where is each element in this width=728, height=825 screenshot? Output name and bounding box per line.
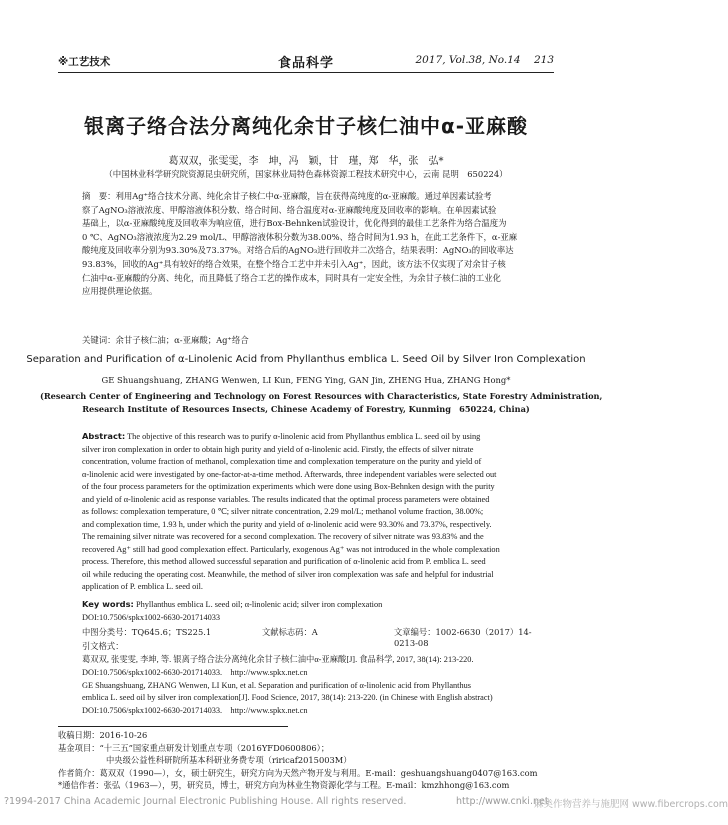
abstract-cn-line: 93.83%，回收的Ag⁺具有较好的络合效果，在整个络合工艺中并未引入Ag⁺，因此，该方法不仅实现了对余甘子核 xyxy=(82,258,506,269)
page-number: 213 xyxy=(533,54,554,66)
abstract-en-line: and complexation time, 1.93 h, under which the purity and yield of α-linolenic acid were 93.30% and 73.37%, respectively. xyxy=(82,519,492,529)
abstract-en-line: α-linolenic acid were investigated by one-factor-at-a-time method. Afterwards, three independent variables were selected out xyxy=(82,469,497,479)
keywords-en-text: Phyllanthus emblica L. seed oil; α-linolenic acid; silver iron complexation xyxy=(135,600,383,609)
footnote-rule xyxy=(58,726,288,727)
citation-line: 葛双双, 张雯雯, 李坤, 等. 银离子络合法分离纯化余甘子核仁油中α-亚麻酸[J]. 食品科学, 2017, 38(14): 213-220. xyxy=(82,655,474,664)
authors-cn: 葛双双，张雯雯，李 坤，冯 颖，甘 瑾，郑 华，张 弘* xyxy=(168,156,444,167)
affiliation-cn: （中国林业科学研究院资源昆虫研究所，国家林业局特色森林资源工程技术研究中心，云南 昆明 650224） xyxy=(104,169,508,179)
citation-line: emblica L. seed oil by silver iron complexation[J]. Food Science, 2017, 38(14): 213-220. (in Chinese with English abstract) xyxy=(82,693,493,703)
abstract-en-line: as follows: complexation temperature, 0 ℃; silver nitrate concentration, 2.29 mol/L; methanol volume fraction, 38.00%; xyxy=(82,507,484,516)
issue-info xyxy=(416,54,555,66)
abstract-en-line: of the four process parameters for the optimization experiments which were done using Box-Behnken design with the purity xyxy=(82,482,495,491)
header-rule xyxy=(58,72,554,73)
cnki-link[interactable]: http://www.cnki.net xyxy=(456,796,549,807)
abstract-en-line: recovered Ag⁺ still had good complexation effect. Particularly, exogenous Ag⁺ was not introduced in the whole complexation xyxy=(82,544,500,554)
affiliation-en xyxy=(40,390,603,416)
keywords-cn xyxy=(82,334,540,346)
abstract-en-label: Abstract: xyxy=(82,431,126,441)
paper-title-cn: 银离子络合法分离纯化余甘子核仁油中α-亚麻酸 xyxy=(83,114,529,138)
citation-line: DOI:10.7506/spkx1002-6630-201714033. http://www.spkx.net.cn xyxy=(82,706,308,716)
abstract-en-line: process. Therefore, this method allowed successful separation and purification of α-linolenic acid from P. emblica L. seed xyxy=(82,557,486,566)
keywords-cn-text: 余甘子核仁油；α-亚麻酸；Ag⁺络合 xyxy=(115,335,249,345)
abstract-cn-label: 摘 要： xyxy=(82,191,116,201)
fund-line: 中央级公益性科研院所基本科研业务费专项（riricaf2015003M） xyxy=(106,755,352,766)
abstract-cn-line: 仁油中α-亚麻酸的分离、纯化，而且降低了络合工艺的操作成本，同时具有一定安全性，为余甘子核仁油的工业化 xyxy=(82,272,501,283)
keywords-en-label: Key words: xyxy=(82,599,134,609)
clc-number: 中图分类号：TQ645.6；TS225.1 xyxy=(82,627,212,637)
author-bio: 作者简介：葛双双（1990—），女，硕士研究生，研究方向为天然产物开发与利用。E-mail：geshuangshuang0407@163.com xyxy=(58,767,538,778)
abstract-cn-line: 应用提供理论依据。 xyxy=(82,286,158,297)
abstract-cn-line: 摘 要：利用Ag⁺络合技术分离、纯化余甘子核仁中α-亚麻酸，旨在获得高纯度的α-亚麻酸。通过单因素试验考 xyxy=(82,191,492,201)
abstract-cn-line: 基础上，以α-亚麻酸纯度及回收率为响应值，进行Box-Behnken试验设计，优化得到的最佳工艺条件为络合温度为 xyxy=(82,218,507,229)
footnotes xyxy=(58,729,554,792)
citation-line: DOI:10.7506/spkx1002-6630-201714033. http://www.spkx.net.cn xyxy=(82,667,308,677)
affiliation-en-line: (Research Center of Engineering and Technology on Forest Resources with Characteristics, State Forestry Administration, xyxy=(40,391,603,401)
paper-title-en: Separation and Purification of α-Linolenic Acid from Phyllanthus emblica L. Seed Oil by Silver Iron Complexation xyxy=(26,354,586,365)
abstract-cn-line: 0 ℃、AgNO₃溶液浓度为2.29 mol/L、甲醇溶液体积分数为38.00%、络合时间为1.93 h，在此工艺条件下，α-亚麻 xyxy=(82,231,518,242)
received-date: 收稿日期：2016-10-26 xyxy=(58,730,148,740)
abstract-en-line: The remaining silver nitrate was recovered for a second complexation. The recovery of silver nitrate was 93.83% and the xyxy=(82,532,484,541)
copyright-text: ?1994-2017 China Academic Journal Electronic Publishing House. All rights reserved. xyxy=(4,796,407,807)
abstract-en-line: Abstract: The objective of this research was to purify α-linolenic acid from Phyllanthus emblica L. seed oil by using xyxy=(82,431,481,441)
keywords-cn-label: 关键词： xyxy=(82,335,116,345)
citation-block xyxy=(82,654,552,718)
abstract-en xyxy=(82,430,540,594)
abstract-cn-line: 察了AgNO₃溶液浓度、甲醇溶液体积分数、络合时间、络合温度对α-亚麻酸纯度及回收率的影响。在单因素试验 xyxy=(82,204,497,215)
running-header xyxy=(58,52,554,72)
citation-line: GE Shuangshuang, ZHANG Wenwen, LI Kun, et al. Separation and purification of α-linolenic acid from Phyllanthus xyxy=(82,680,472,690)
journal-name: 食品科学 xyxy=(277,56,334,71)
authors-en: GE Shuangshuang, ZHANG Wenwen, LI Kun, FENG Ying, GAN Jin, ZHENG Hua, ZHANG Hong* xyxy=(101,375,511,385)
abstract-en-line: oil while reducing the operating cost. Meanwhile, the method of silver iron complexation was safe and helpful for industrial xyxy=(82,569,494,579)
fund-line: 基金项目：“十三五”国家重点研发计划重点专项（2016YFD0600806）； xyxy=(58,742,330,753)
abstract-en-line: and yield of α-linolenic acid as response variables. The results indicated that the optimal process parameters were obtained xyxy=(82,494,490,504)
keywords-en xyxy=(82,598,540,624)
keywords-en-line xyxy=(82,598,540,612)
document-code: 文献标志码：A xyxy=(262,627,318,637)
section-label: ※工艺技术 xyxy=(58,56,111,68)
watermark: 麻类作物营养与施肥网 www.fibercrops.com xyxy=(534,799,728,810)
abstract-en-line: silver iron complexation in order to obtain high purity and yield of α-linolenic acid. Firstly, the effects of silver nitrate xyxy=(82,444,474,454)
doi: DOI:10.7506/spkx1002-6630-201714033 xyxy=(82,612,221,622)
copyright-line xyxy=(0,796,728,810)
issue-label: 2017, Vol.38, No.14 xyxy=(415,54,521,66)
abstract-en-line: concentration, volume fraction of methanol, complexation time and complexation temperature on the purity and yield of xyxy=(82,457,482,466)
abstract-cn-line: 酸纯度及回收率分别为93.30%及73.37%。对络合后的AgNO₃进行回收并二次络合，结果表明：AgNO₃的回收率达 xyxy=(82,245,514,256)
article-number: 文章编号：1002-6630（2017）14-0213-08 xyxy=(394,627,532,648)
abstract-cn xyxy=(82,190,540,299)
corresponding-author: *通信作者：张弘（1963—），男，研究员，博士，研究方向为林业生物资源化学与工程。E-mail：kmzhhong@163.com xyxy=(58,780,510,791)
citation-label: 引文格式： xyxy=(82,641,124,651)
affiliation-en-line: Research Institute of Resources Insects, Chinese Academy of Forestry, Kunming 650224, China) xyxy=(82,404,530,414)
abstract-en-line: application of P. emblica L. seed oil. xyxy=(82,582,203,591)
